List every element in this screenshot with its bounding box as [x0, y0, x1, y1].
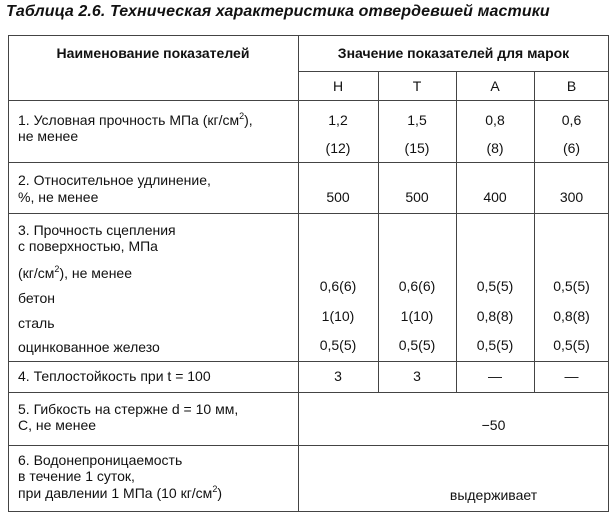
row1-label: 1. Условная прочность МПа $(кг/см^2)$, — [18, 111, 253, 128]
row1-value-t: 1,5 — [407, 112, 427, 128]
header-values-column: Значение показателей для марок — [337, 45, 570, 61]
row3-zinc-a: 0,5(5) — [476, 337, 514, 353]
row3-concrete-n: 0,6(6) — [319, 278, 357, 294]
row6-label-pressure: при давлении 1 МПа (10 $кг/см^2$) — [18, 484, 222, 501]
row3-concrete-t: 0,6(6) — [398, 278, 436, 294]
row3-sub-steel: сталь — [18, 315, 55, 331]
row4-value-v: — — [564, 368, 579, 384]
row3-zinc-v: 0,5(5) — [553, 337, 590, 353]
row5-value: −50 — [481, 417, 506, 433]
row5-label-cont: С, не менее — [18, 417, 97, 433]
row2-value-v: 300 — [559, 189, 584, 205]
row1-value-v: 0,6 — [561, 112, 582, 128]
row3-zinc-n: 0,5(5) — [319, 337, 357, 353]
row4-value-t: 3 — [413, 368, 421, 384]
row2-value-n: 500 — [326, 189, 350, 205]
row2-label: 2. Относительное удлинение, — [18, 172, 211, 188]
row6-value: выдерживает — [449, 487, 538, 503]
row3-concrete-a: 0,5(5) — [476, 278, 514, 294]
row4-value-a: — — [488, 368, 502, 384]
row3-zinc-t: 0,5(5) — [398, 337, 436, 353]
row1-value-a: 0,8 — [485, 112, 505, 128]
row1-paren-v: (6) — [562, 140, 581, 156]
row6-label-cont: в течение 1 суток, — [18, 468, 135, 484]
row3-sub-concrete: бетон — [18, 290, 55, 306]
row3-steel-a: 0,8(8) — [476, 308, 514, 324]
header-name-column: Наименование показателей — [56, 45, 250, 61]
row2-value-a: 400 — [483, 189, 507, 205]
row2-value-t: 500 — [405, 189, 429, 205]
row3-label: 3. Прочность сцепления — [18, 222, 176, 238]
row3-label-cont: с поверхностью, МПа — [18, 238, 158, 254]
row6-label: 6. Водонепроницаемость — [18, 452, 183, 468]
grade-v: В — [566, 78, 577, 94]
row4-label: 4. Теплостойкость при t = 100 — [18, 368, 211, 384]
spec-table — [8, 35, 609, 512]
row1-value-n: 1,2 — [328, 112, 348, 128]
row3-steel-t: 1(10) — [400, 308, 434, 324]
row1-paren-n: (12) — [325, 140, 351, 156]
row3-sub-zinc: оцинкованное железо — [18, 339, 160, 355]
row3-label-unit: $(кг/см^2)$, не менее — [18, 264, 133, 281]
grade-a: А — [490, 78, 500, 94]
row2-label-cont: %, не менее — [18, 189, 99, 205]
row4-value-n: 3 — [334, 368, 342, 384]
row3-concrete-v: 0,5(5) — [553, 278, 590, 294]
row5-label: 5. Гибкость на стержне d = 10 мм, — [18, 401, 239, 417]
row3-steel-n: 1(10) — [321, 308, 355, 324]
row1-paren-t: (15) — [404, 140, 430, 156]
grade-n: Н — [332, 78, 344, 94]
grade-t: Т — [412, 78, 422, 94]
row3-steel-v: 0,8(8) — [553, 308, 590, 324]
row1-paren-a: (8) — [486, 140, 504, 156]
row1-label-cont: не менее — [18, 128, 79, 144]
table-title: Таблица 2.6. Техническая характеристика отвердевшей мастики — [6, 3, 550, 20]
